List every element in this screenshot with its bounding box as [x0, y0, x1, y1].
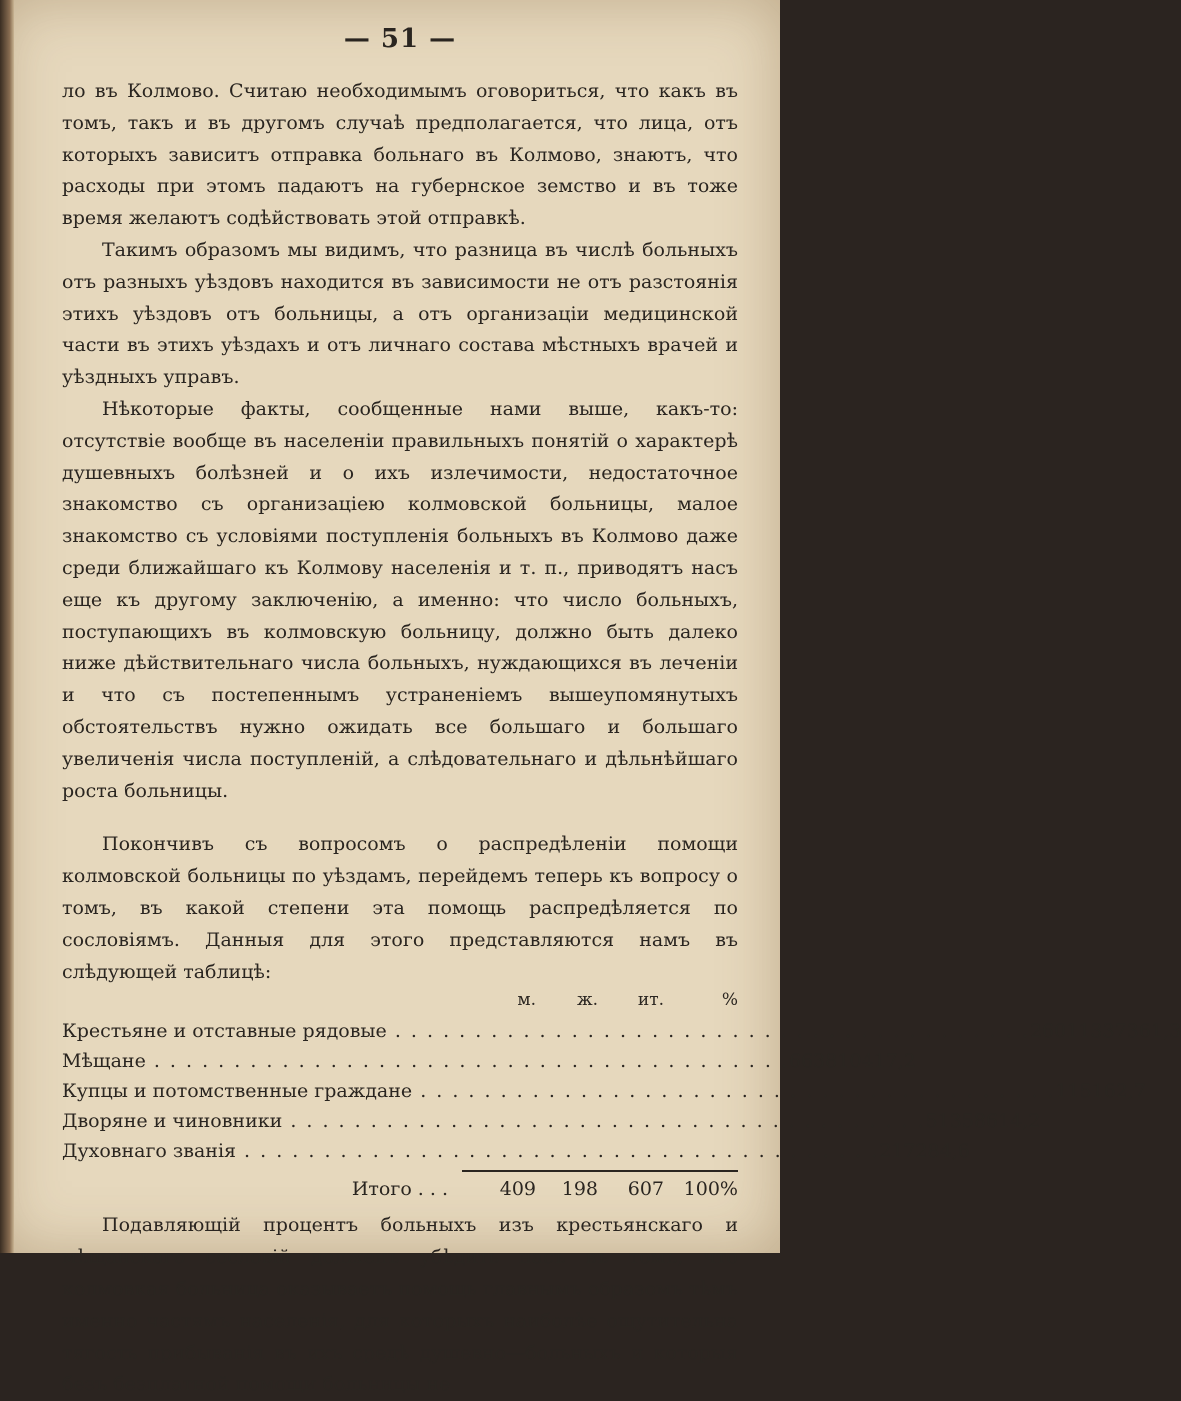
- table-total-rule: [462, 1170, 738, 1172]
- table-row: Мѣщане . . . 66 38 104 17,2: [62, 1050, 738, 1080]
- paragraph-5: Подавляющій процентъ больныхъ изъ крестьянскаго и мѣщанскаго сословій долженъ убѣдить насъ въ томъ, что колмовкая больница оказываетъ помощь главнымъ образомъ тѣмъ именно частямъ населенія, для которыхъ наиболѣе ощутительна тягость прибыванія въ ихъ средѣ душевно—больныхъ и которыя безъ безплатной помощи больницы не: [62, 1214, 738, 1396]
- table-row: Крестьяне и отставные рядовые . . . 260 113 373 61,3: [62, 1020, 738, 1050]
- header-percent: %: [721, 990, 738, 1011]
- header-total: ит.: [637, 990, 664, 1011]
- page-number: — 51 —: [343, 24, 457, 54]
- table-row: Духовнаго званія . . . 21 7 28 4,6: [62, 1140, 738, 1170]
- paragraph-1: ло въ Колмово. Считаю необходимымъ оговориться, что какъ въ томъ, такъ и въ другомъ случаѣ предполагается, что лица, отъ которыхъ зависитъ отправка больнаго въ Колмово, знаютъ, что расходы при этомъ падаютъ на губернское земство и въ тоже время желаютъ содѣйствовать этой отправкѣ.: [62, 80, 738, 230]
- paragraph-4: Покончивъ съ вопросомъ о распредѣленіи помощи колмовской больницы по уѣздамъ, перейдемъ теперь къ вопросу о томъ, въ какой степени эта помощь распредѣляется по сословіямъ. Данныя для этого представляются намъ въ слѣдующей таблицѣ:: [62, 833, 738, 983]
- paragraph-2: Такимъ образомъ мы видимъ, что разница въ числѣ больныхъ отъ разныхъ уѣздовъ находится въ зависимости не отъ разстоянія этихъ уѣздовъ отъ больницы, а отъ организаціи медицинской части въ этихъ уѣздахъ и отъ личнаго состава мѣстныхъ врачей и уѣздныхъ управъ.: [62, 238, 738, 389]
- table-row: Купцы и потомственные граждане . . . 11 5 16 2,7: [62, 1080, 738, 1110]
- page-content: [62, 24, 1181, 1401]
- table-total-row: Итого . . . 409 198 607 100%: [62, 1178, 738, 1210]
- section-gap: [62, 807, 738, 829]
- table-header: [62, 990, 738, 1020]
- total-label: Итого . . .: [351, 1178, 448, 1201]
- table-row: Дворяне и чиновники . . . 51 35 86 14,2: [62, 1110, 738, 1140]
- estates-table: [62, 990, 1181, 1210]
- header-women: ж.: [576, 990, 598, 1011]
- book-spine: [0, 0, 14, 1253]
- paragraph-3: Нѣкоторые факты, сообщенные нами выше, какъ-то: отсутствіе вообще въ населеніи правильныхъ понятій о характерѣ душевныхъ болѣзней и о ихъ излечимости, недостаточное знакомство съ организаціею колмовской больницы, малое знакомство съ условіями поступленія больныхъ въ Колмово даже среди ближайшаго къ Колмову населенія и т. п., приводятъ насъ еще къ другому заключенію, а именно: что число больныхъ, поступающихъ въ колмовскую больницу, должно быть далеко ниже дѣйствительнаго числа больныхъ, нуждающихся въ леченіи и что съ постепеннымъ устраненіемъ вышеупомянутыхъ обстоятельствъ нужно ожидать все большаго и большаго увеличенія числа поступленій, а слѣдовательнаго и дѣльнѣйшаго роста больницы.: [62, 397, 738, 802]
- header-men: м.: [517, 990, 536, 1011]
